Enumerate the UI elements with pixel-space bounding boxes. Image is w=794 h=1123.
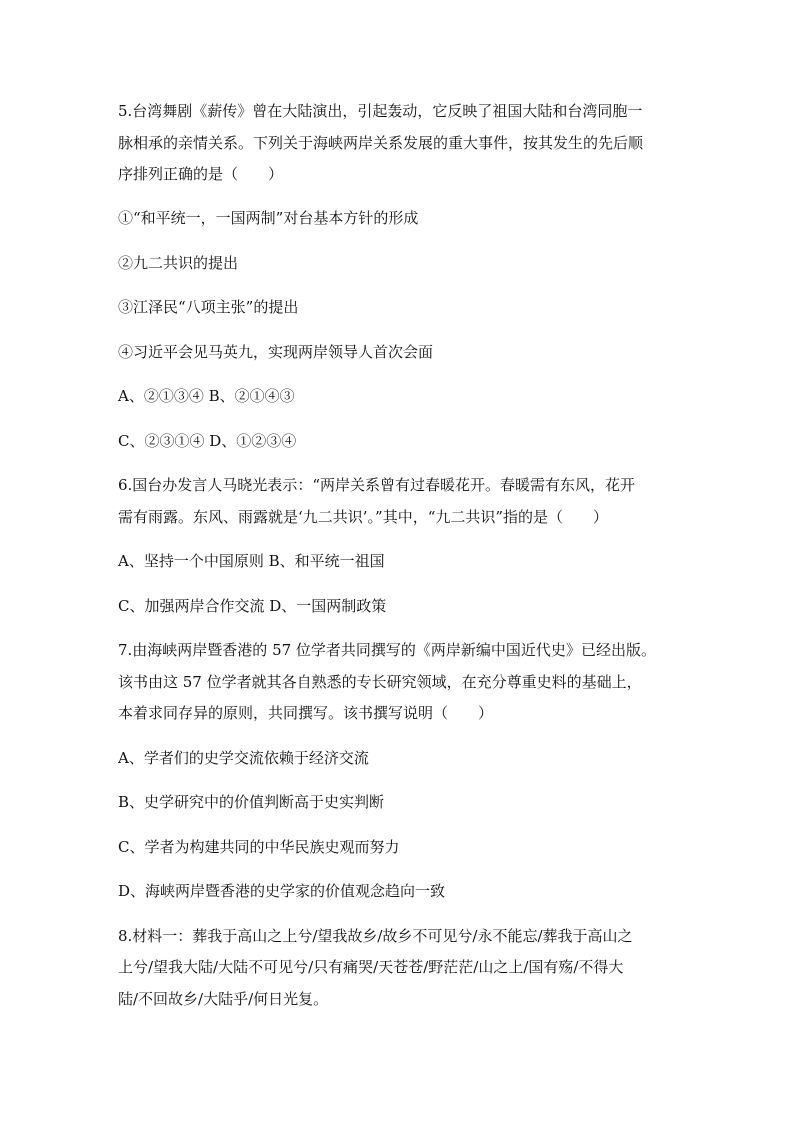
q6-options-cd: C、加强两岸合作交流 D、一国两制政策 xyxy=(118,597,387,615)
q6-options-ab: A、坚持一个中国原则 B、和平统一祖国 xyxy=(118,552,385,570)
q6-stem-line-2: 需有雨露。东风、雨露就是‘九二共识’。”其中，“九二共识”指的是（ ） xyxy=(118,508,609,526)
q7-stem-line-3: 本着求同存异的原则，共同撰写。该书撰写说明（ ） xyxy=(118,704,494,722)
q7-option-d: D、海峡两岸暨香港的史学家的价值观念趋向一致 xyxy=(118,882,446,900)
q7-stem-line-2: 该书由这 57 位学者就其各自熟悉的专长研究领域，在充分尊重史料的基础上， xyxy=(118,673,642,691)
q5-options-cd: C、②③①④ D、①②③④ xyxy=(118,432,297,450)
q7-option-c: C、学者为构建共同的中华民族史观而努力 xyxy=(118,838,400,856)
q7-option-b: B、史学研究中的价值判断高于史实判断 xyxy=(118,793,385,811)
q8-stem-line-1: 8.材料一：葬我于高山之上兮/望我故乡/故乡不可见兮/永不能忘/葬我于高山之 xyxy=(118,927,633,945)
q5-stem-line-3: 序排列正确的是（ ） xyxy=(118,165,284,183)
q5-stem-line-2: 脉相承的亲情关系。下列关于海峡两岸关系发展的重大事件，按其发生的先后顺 xyxy=(118,134,644,152)
q5-item-1: ①“和平统一，一国两制”对台基本方针的形成 xyxy=(118,209,419,227)
q7-option-a: A、学者们的史学交流依赖于经济交流 xyxy=(118,749,369,767)
q5-options-ab: A、②①③④ B、②①④③ xyxy=(118,387,295,405)
q5-item-3: ③江泽民“八项主张”的提出 xyxy=(118,298,299,316)
q8-stem-line-2: 上兮/望我大陆/大陆不可见兮/只有痛哭/天苍苍/野茫茫/山之上/国有殇/不得大 xyxy=(118,958,624,976)
q5-stem-line-1: 5.台湾舞剧《薪传》曾在大陆演出，引起轰动，它反映了祖国大陆和台湾同胞一 xyxy=(118,102,643,120)
q6-stem-line-1: 6.国台办发言人马晓光表示：“两岸关系曾有过春暖花开。春暖需有东风，花开 xyxy=(118,476,635,494)
q7-stem-line-1: 7.由海峡两岸暨香港的 57 位学者共同撰写的《两岸新编中国近代史》已经出版。 xyxy=(118,641,656,659)
q5-item-2: ②九二共识的提出 xyxy=(118,254,239,272)
q8-stem-line-3: 陆/不回故乡/大陆乎/何日光复。 xyxy=(118,990,329,1008)
q5-item-4: ④习近平会见马英九，实现两岸领导人首次会面 xyxy=(118,343,434,361)
